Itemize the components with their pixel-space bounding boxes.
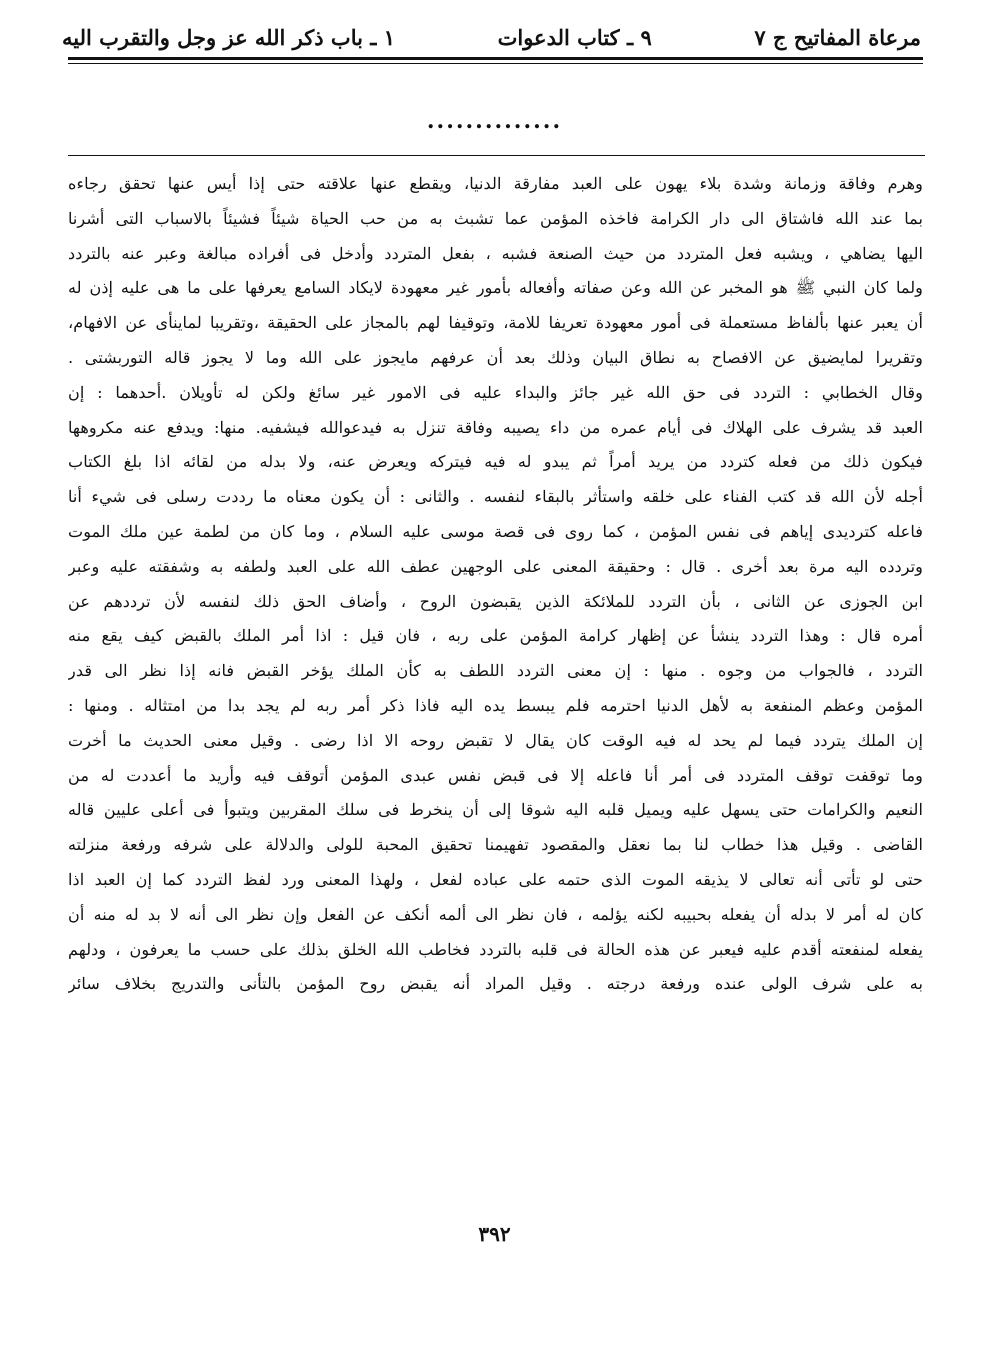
text-line-7: وقال الخطابي : التردد فى حق الله غير جائز والبداء عليه فى الامور غير سائغ ولكن له تأويلان .أحدهما : إن — [68, 382, 923, 402]
text-line-3: اليها يضاهي ، ويشبه فعل المتردد من حيث الصنعة فشبه ، بفعل المتردد وأدخل فى أفراده مبالغة وعبر عنه بالتردد — [68, 243, 923, 263]
text-line-24: به على شرف الولى عنده ورفعة درجته . وقيل المراد أنه يقبض روح المؤمن بالتأنى والتدريج بخلاف سائر — [68, 974, 923, 994]
text-line-22: كان له أمر لا بدله أن يفعله بحبيبه لكنه يؤلمه ، فان نظر الى ألمه أنكف عن الفعل وإن نظر الى أنه لا بد له منه أن — [68, 904, 923, 924]
commentary-text — [68, 167, 923, 1002]
text-line-23: يفعله لمنفعته أقدم عليه فيعبر عن هذه الحالة فى قلبه بالتردد فخاطب الله الخلق بذلك على حسب ما يعرفون ، ودلهم — [68, 939, 923, 959]
text-line-12: وتردده اليه مرة بعد أخرى . قال : وحقيقة المعنى على الوجهين عطف الله على العبد ولطفه به وشفقته عليه وعبر — [68, 556, 923, 576]
text-line-13: ابن الجوزى عن الثانى ، بأن التردد للملائكة الذين يقبضون الروح ، وأضاف الحق ذلك لنفسه لأن ترددهم عن — [68, 591, 923, 611]
text-line-15: التردد ، فالجواب من وجوه . منها : إن معنى التردد اللطف به كأن الملك يؤخر القبض فانه إذا نظر الى قدر — [68, 661, 923, 681]
text-line-2: بما عند الله فاشتاق الى دار الكرامة فاخذه المؤمن عما تشبث به من حب الحياة شيئاً فشيئاً بالاسباب التى أشرنا — [68, 208, 923, 228]
text-line-4: ولما كان النبي ﷺ هو المخبر عن الله وعن صفاته وأفعاله بأمور غير معهودة لايكاد السامع يعرفها على ما هى عليه إذن له — [68, 278, 923, 298]
text-line-21: حتى لو تأتى أنه تعالى لا يذيقه الموت الذى حتمه على عباده لفعل ، ولهذا المعنى ورد لفظ التردد كما إن العبد اذا — [68, 869, 923, 889]
text-line-11: فاعله كترديدى إياهم فى نفس المؤمن ، كما روى فى قصة موسى عليه السلام ، وما كان من لطمة عين ملك الموت — [68, 521, 923, 541]
running-header — [62, 20, 921, 54]
text-line-18: وما توقفت توقف المتردد فى أمر أنا فاعله إلا فى قبض نفس عبدى المؤمن أتوقف فيه وأريد ما أعددت له من — [68, 765, 923, 785]
section-separator: .............. — [426, 108, 563, 134]
text-line-6: وتقريرا لمايضيق عن الافصاح به نطاق البيان وذلك بعد أن عرفهم مايجوز على الله وما لا يجوز قاله التوربشتى . — [68, 347, 923, 367]
text-line-20: القاضى . وقيل هذا خطاب لنا بما نعقل والمقصود تفهيمنا تحقيق المحبة للولى والدلالة على شرفه ورفعة منزلته — [68, 835, 923, 855]
header-book-title: مرعاة المفاتيح ج ٧ — [754, 24, 921, 50]
text-line-10: أجله لأن الله قد كتب الفناء على خلقه واستأثر بالبقاء لنفسه . والثانى : أن يكون معناه ما رددت رسلى فى شيء أنا — [68, 487, 923, 507]
text-line-8: العبد قد يشرف على الهلاك فى أيام عمره من داء يصيبه وفاقة تنزل به فيدعوالله فيشفيه. منها: ويدفع عنه مكروهها — [68, 417, 923, 437]
text-line-14: أمره قال : وهذا التردد ينشأ عن إظهار كرامة المؤمن على ربه ، فان قيل : اذا أمر الملك بالقبض كيف يقع منه — [68, 626, 923, 646]
header-section: ١ ـ باب ذكر الله عز وجل والتقرب اليه — [62, 24, 395, 50]
text-line-19: النعيم والكرامات حتى يسهل عليه ويميل قلبه اليه شوقا إلى أن ينخرط فى سلك المقربين ويتبوأ فى أعلى عليين قاله — [68, 800, 923, 820]
header-rule-thin — [68, 63, 923, 64]
header-chapter: ٩ ـ كتاب الدعوات — [497, 24, 652, 50]
text-line-9: فيكون ذلك من فعله كتردد من يريد أمراً ثم يبدو له فيه فيتركه ويعرض عنه، ولا بدله من لقائه اذا بلغ الكتاب — [68, 452, 923, 472]
header-rule-thick — [68, 57, 923, 60]
text-line-17: إن الملك يتردد فيما لم يحد له فيه الوقت كان يقال لا تقبض روحه الا اذا رضى . وقيل معنى الحديث ما أخرت — [68, 730, 923, 750]
text-line-1: وهرم وفاقة وزمانة وشدة بلاء يهون على العبد مفارقة الدنيا، ويقطع عنها علاقته حتى إذا أيس عنها تحقق رجاءه — [68, 174, 923, 193]
commentary-rule — [68, 155, 925, 156]
page-number: ٣٩٢ — [478, 1222, 511, 1246]
text-line-16: المؤمن وعظم المنفعة به لأهل الدنيا احترمه فلم يبسط يده اليه فاذا ذكر أمر ربه لم يجد بدا من امتثاله . ومنها : — [68, 695, 923, 715]
text-line-5: أن يعبر عنها بألفاظ مستعملة فى أمور معهودة تعريفا للامة، وتوقيفا لهم بالمجاز على الحقيقة ،وتقريبا لماينأى عن الافهام، — [68, 313, 923, 333]
